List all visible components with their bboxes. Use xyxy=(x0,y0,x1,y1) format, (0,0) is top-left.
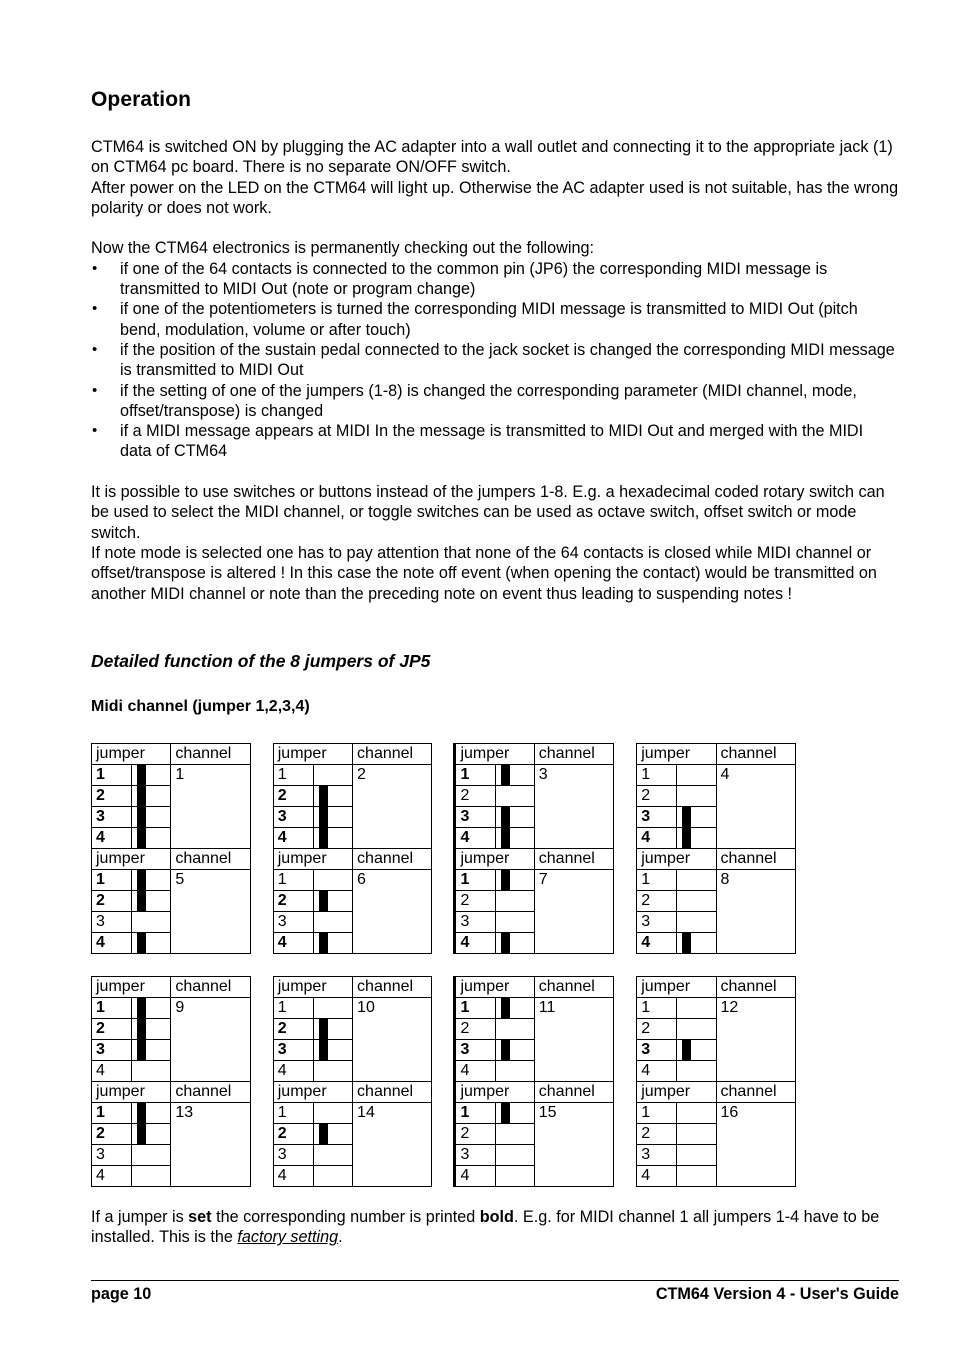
jumper-installed-marker xyxy=(319,1124,328,1144)
list-item: • if the setting of one of the jumpers (1-8) is changed the corresponding parameter (MIDI channel, mode, offset/transpose) is changed xyxy=(91,381,899,422)
jumper-header: jumper xyxy=(637,1082,716,1103)
jumper-state-cell xyxy=(677,912,716,933)
jumper-number: 1 xyxy=(92,998,132,1019)
jumper-number: 3 xyxy=(273,807,313,828)
channel-value: 15 xyxy=(534,1103,613,1187)
jumper-number: 1 xyxy=(455,870,495,891)
page-footer xyxy=(91,1285,899,1304)
jumper-number: 1 xyxy=(273,998,313,1019)
jumper-number: 2 xyxy=(273,1124,313,1145)
jumper-number: 3 xyxy=(92,912,132,933)
channel-value: 4 xyxy=(716,765,795,849)
footer-guide-title: CTM64 Version 4 - User's Guide xyxy=(655,1285,899,1303)
jumper-installed-marker xyxy=(501,807,510,827)
jumper-state-cell xyxy=(132,912,171,933)
jumper-header: jumper xyxy=(92,849,171,870)
jumper-installed-marker xyxy=(137,933,146,953)
jumper-state-cell xyxy=(132,891,171,912)
jumper-state-cell xyxy=(313,998,352,1019)
jumper-table-channels-9-16 xyxy=(91,976,796,1187)
checking-list xyxy=(91,259,899,462)
jumper-state-cell xyxy=(132,786,171,807)
jumper-installed-marker xyxy=(319,891,328,911)
jumper-installed-marker xyxy=(501,765,510,785)
jumper-number: 2 xyxy=(92,1019,132,1040)
jumper-number: 3 xyxy=(273,912,313,933)
jumper-header: jumper xyxy=(273,849,352,870)
list-item: • if one of the potentiometers is turned the corresponding MIDI message is transmitted to MIDI Out (pitch bend, modulation, volume or after touch) xyxy=(91,299,899,340)
jumper-state-cell xyxy=(677,998,716,1019)
jumper-header: jumper xyxy=(273,744,352,765)
jumper-state-cell xyxy=(677,1019,716,1040)
jumper-state-cell xyxy=(677,1040,716,1061)
jumper-number: 4 xyxy=(273,1166,313,1187)
jumper-number: 3 xyxy=(455,1040,495,1061)
jumper-number: 1 xyxy=(92,870,132,891)
jumper-state-cell xyxy=(313,786,352,807)
jumper-number: 2 xyxy=(455,1124,495,1145)
jumper-number: 4 xyxy=(637,933,677,954)
jumper-state-cell xyxy=(313,891,352,912)
jumper-state-cell xyxy=(495,870,534,891)
jumper-state-cell xyxy=(132,998,171,1019)
jumper-number: 2 xyxy=(637,1019,677,1040)
jumper-header: jumper xyxy=(455,1082,534,1103)
jumper-installed-marker xyxy=(137,1103,146,1123)
jumper-table xyxy=(91,976,796,1187)
jumper-number: 1 xyxy=(273,1103,313,1124)
jumper-number: 2 xyxy=(637,1124,677,1145)
channel-header: channel xyxy=(534,744,613,765)
intro-paragraph-2: After power on the LED on the CTM64 will light up. Otherwise the AC adapter used is not suitable, has the wrong polarity or does not work. xyxy=(91,178,899,217)
jumper-header: jumper xyxy=(637,744,716,765)
jumper-header: jumper xyxy=(637,977,716,998)
jumper-state-cell xyxy=(677,1124,716,1145)
intro-paragraph-1: CTM64 is switched ON by plugging the AC adapter into a wall outlet and connecting it to the appropriate jack (1) on CTM64 pc board. There is no separate ON/OFF switch. xyxy=(91,138,893,177)
jumper-number: 4 xyxy=(637,828,677,849)
channel-value: 16 xyxy=(716,1103,795,1187)
jumper-state-cell xyxy=(495,891,534,912)
jumper-installed-marker xyxy=(137,807,146,827)
channel-header: channel xyxy=(716,849,795,870)
footer-page-number: page 10 xyxy=(91,1285,152,1303)
jumper-number: 4 xyxy=(273,1061,313,1082)
jumper-state-cell xyxy=(313,1124,352,1145)
jumper-number: 1 xyxy=(455,998,495,1019)
jumper-number: 3 xyxy=(455,807,495,828)
jumper-installed-marker xyxy=(319,1019,328,1039)
jumper-number: 1 xyxy=(637,870,677,891)
channel-header: channel xyxy=(171,977,250,998)
jumper-state-cell xyxy=(313,912,352,933)
jumper-number: 1 xyxy=(92,765,132,786)
jumper-installed-marker xyxy=(137,786,146,806)
jumper-number: 1 xyxy=(273,870,313,891)
channel-header: channel xyxy=(534,849,613,870)
jumper-state-cell xyxy=(132,1019,171,1040)
jumper-installed-marker xyxy=(501,870,510,890)
jumper-state-cell xyxy=(132,1103,171,1124)
jumper-header: jumper xyxy=(273,1082,352,1103)
jumper-installed-marker xyxy=(137,891,146,911)
jumper-state-cell xyxy=(677,1103,716,1124)
jumper-number: 1 xyxy=(455,765,495,786)
jumper-state-cell xyxy=(313,1103,352,1124)
jumper-number: 4 xyxy=(92,933,132,954)
channel-value: 13 xyxy=(171,1103,250,1187)
jumper-installed-marker xyxy=(682,933,691,953)
jumper-number: 2 xyxy=(273,786,313,807)
channel-value: 5 xyxy=(171,870,250,954)
table-header-row xyxy=(92,849,796,870)
jumper-state-cell xyxy=(132,807,171,828)
jumper-installed-marker xyxy=(137,1040,146,1060)
jumper-installed-marker xyxy=(137,870,146,890)
jumper-installed-marker xyxy=(319,807,328,827)
channel-value: 1 xyxy=(171,765,250,849)
jumper-installed-marker xyxy=(501,828,510,848)
channel-value: 7 xyxy=(534,870,613,954)
jumper-header: jumper xyxy=(455,977,534,998)
jumper-state-cell xyxy=(677,786,716,807)
jumper-state-cell xyxy=(313,828,352,849)
jumper-installed-marker xyxy=(137,998,146,1018)
channel-header: channel xyxy=(353,977,432,998)
jumper-number: 1 xyxy=(455,1103,495,1124)
body-text xyxy=(91,137,899,604)
jumper-number: 4 xyxy=(92,828,132,849)
jumper-state-cell xyxy=(132,870,171,891)
jumper-header: jumper xyxy=(92,1082,171,1103)
switches-paragraph-1: It is possible to use switches or buttons instead of the jumpers 1-8. E.g. a hexadecimal coded rotary switch can be used to select the MIDI channel, or toggle switches can be used as octave switch, offset switch or mode switch. xyxy=(91,483,885,542)
jumper-state-cell xyxy=(677,870,716,891)
channel-header: channel xyxy=(716,1082,795,1103)
jumper-state-cell xyxy=(132,1061,171,1082)
jumper-number: 4 xyxy=(455,1061,495,1082)
jumper-state-cell xyxy=(495,807,534,828)
jumper-state-cell xyxy=(677,1145,716,1166)
jumper-installed-marker xyxy=(137,1124,146,1144)
jumper-installed-marker xyxy=(319,828,328,848)
jumper-state-cell xyxy=(313,1040,352,1061)
jumper-number: 1 xyxy=(273,765,313,786)
jumper-state-cell xyxy=(132,1040,171,1061)
jumper-state-cell xyxy=(495,1124,534,1145)
jumper-state-cell xyxy=(132,933,171,954)
jumper-state-cell xyxy=(313,1061,352,1082)
jumper-state-cell xyxy=(677,933,716,954)
jumper-table xyxy=(91,743,796,954)
jumper-installed-marker xyxy=(501,1103,510,1123)
channel-header: channel xyxy=(171,1082,250,1103)
jumper-state-cell xyxy=(313,807,352,828)
jumper-number: 3 xyxy=(92,807,132,828)
channel-header: channel xyxy=(171,849,250,870)
channel-header: channel xyxy=(353,744,432,765)
jumper-installed-marker xyxy=(682,1040,691,1060)
jumper-number: 2 xyxy=(455,786,495,807)
note-bold-bold: bold xyxy=(479,1208,514,1226)
jumper-header: jumper xyxy=(92,977,171,998)
table-header-row xyxy=(92,744,796,765)
jumper-header: jumper xyxy=(455,744,534,765)
jumper-installed-marker xyxy=(501,933,510,953)
jumper-state-cell xyxy=(677,765,716,786)
jumper-number: 2 xyxy=(455,891,495,912)
table-header-row xyxy=(92,1082,796,1103)
jumper-number: 2 xyxy=(92,786,132,807)
factory-setting-text: factory setting xyxy=(237,1228,339,1247)
channel-header: channel xyxy=(353,1082,432,1103)
section-title: Detailed function of the 8 jumpers of JP5 xyxy=(91,651,431,671)
jumper-state-cell xyxy=(495,786,534,807)
jumper-number: 4 xyxy=(273,828,313,849)
jumper-number: 3 xyxy=(637,1145,677,1166)
jumper-table-channels-1-8 xyxy=(91,743,796,954)
jumper-number: 4 xyxy=(455,933,495,954)
jumper-number: 4 xyxy=(637,1061,677,1082)
jumper-header: jumper xyxy=(273,977,352,998)
switches-paragraph-2: If note mode is selected one has to pay attention that none of the 64 contacts is closed while MIDI channel or offset/transpose is altered ! In this case the note off event (when opening the contact) would be transmitted on another MIDI channel or note than the preceding note on event thus leading to suspending notes ! xyxy=(91,543,877,603)
jumper-number: 3 xyxy=(637,912,677,933)
channel-header: channel xyxy=(716,744,795,765)
jumper-state-cell xyxy=(495,998,534,1019)
jumper-state-cell xyxy=(495,828,534,849)
jumper-header: jumper xyxy=(92,744,171,765)
channel-header: channel xyxy=(534,1082,613,1103)
jumper-state-cell xyxy=(495,1040,534,1061)
jumper-state-cell xyxy=(132,1145,171,1166)
jumper-number: 3 xyxy=(92,1040,132,1061)
footer-divider xyxy=(91,1280,899,1281)
jumper-installed-marker xyxy=(137,765,146,785)
table-header-row xyxy=(92,977,796,998)
jumper-number: 4 xyxy=(637,1166,677,1187)
jumper-number: 2 xyxy=(273,891,313,912)
channel-header: channel xyxy=(716,977,795,998)
jumper-number: 3 xyxy=(455,912,495,933)
list-item: • if one of the 64 contacts is connected to the common pin (JP6) the corresponding MIDI message is transmitted to MIDI Out (note or program change) xyxy=(91,259,899,300)
channel-value: 3 xyxy=(534,765,613,849)
channel-value: 14 xyxy=(353,1103,432,1187)
checking-intro: Now the CTM64 electronics is permanently checking out the following: xyxy=(91,239,594,258)
jumper-installed-marker xyxy=(501,998,510,1018)
jumper-number: 1 xyxy=(637,998,677,1019)
jumper-state-cell xyxy=(677,1166,716,1187)
jumper-number: 2 xyxy=(273,1019,313,1040)
jumper-header: jumper xyxy=(637,849,716,870)
channel-value: 6 xyxy=(353,870,432,954)
list-item: • if a MIDI message appears at MIDI In the message is transmitted to MIDI Out and merged with the MIDI data of CTM64 xyxy=(91,421,899,462)
jumper-installed-marker xyxy=(682,807,691,827)
jumper-state-cell xyxy=(495,912,534,933)
jumper-state-cell xyxy=(313,1166,352,1187)
jumper-state-cell xyxy=(495,1019,534,1040)
note-bold-set: set xyxy=(188,1208,212,1226)
jumper-number: 2 xyxy=(637,891,677,912)
jumper-state-cell xyxy=(495,1166,534,1187)
channel-header: channel xyxy=(353,849,432,870)
jumper-header: jumper xyxy=(455,849,534,870)
jumper-state-cell xyxy=(313,765,352,786)
jumper-installed-marker xyxy=(137,828,146,848)
jumper-number: 3 xyxy=(273,1040,313,1061)
channel-value: 9 xyxy=(171,998,250,1082)
subsection-title: Midi channel (jumper 1,2,3,4) xyxy=(91,698,310,715)
jumper-state-cell xyxy=(313,870,352,891)
channel-header: channel xyxy=(171,744,250,765)
jumper-number: 1 xyxy=(637,1103,677,1124)
jumper-state-cell xyxy=(132,1124,171,1145)
jumper-number: 3 xyxy=(273,1145,313,1166)
jumper-state-cell xyxy=(495,933,534,954)
jumper-installed-marker xyxy=(501,1040,510,1060)
jumper-state-cell xyxy=(677,807,716,828)
jumper-state-cell xyxy=(495,1103,534,1124)
jumper-installed-marker xyxy=(319,933,328,953)
jumper-state-cell xyxy=(132,1166,171,1187)
jumper-state-cell xyxy=(495,765,534,786)
jumper-installed-marker xyxy=(319,1040,328,1060)
jumper-state-cell xyxy=(313,1145,352,1166)
channel-value: 2 xyxy=(353,765,432,849)
jumper-state-cell xyxy=(313,933,352,954)
jumper-number: 2 xyxy=(637,786,677,807)
bold-note: If a jumper is set the corresponding number is printed bold. E.g. for MIDI channel 1 all jumpers 1-4 have to be installed. This is the factory setting. xyxy=(91,1208,880,1247)
jumper-number: 4 xyxy=(273,933,313,954)
jumper-number: 2 xyxy=(455,1019,495,1040)
channel-header: channel xyxy=(534,977,613,998)
jumper-state-cell xyxy=(677,891,716,912)
jumper-number: 4 xyxy=(92,1061,132,1082)
jumper-state-cell xyxy=(677,828,716,849)
jumper-installed-marker xyxy=(137,1019,146,1039)
jumper-number: 3 xyxy=(637,1040,677,1061)
jumper-state-cell xyxy=(495,1061,534,1082)
jumper-number: 1 xyxy=(637,765,677,786)
page-title: Operation xyxy=(91,88,192,111)
jumper-number: 2 xyxy=(92,1124,132,1145)
channel-value: 10 xyxy=(353,998,432,1082)
channel-value: 11 xyxy=(534,998,613,1082)
jumper-number: 3 xyxy=(455,1145,495,1166)
jumper-installed-marker xyxy=(682,828,691,848)
jumper-number: 3 xyxy=(92,1145,132,1166)
channel-value: 12 xyxy=(716,998,795,1082)
jumper-number: 4 xyxy=(455,1166,495,1187)
jumper-number: 1 xyxy=(92,1103,132,1124)
jumper-state-cell xyxy=(132,765,171,786)
jumper-number: 4 xyxy=(455,828,495,849)
list-item: • if the position of the sustain pedal connected to the jack socket is changed the corresponding MIDI message is transmitted to MIDI Out xyxy=(91,340,899,381)
channel-value: 8 xyxy=(716,870,795,954)
jumper-number: 3 xyxy=(637,807,677,828)
jumper-state-cell xyxy=(495,1145,534,1166)
jumper-installed-marker xyxy=(319,786,328,806)
jumper-state-cell xyxy=(677,1061,716,1082)
jumper-number: 2 xyxy=(92,891,132,912)
jumper-state-cell xyxy=(132,828,171,849)
jumper-state-cell xyxy=(313,1019,352,1040)
jumper-number: 4 xyxy=(92,1166,132,1187)
